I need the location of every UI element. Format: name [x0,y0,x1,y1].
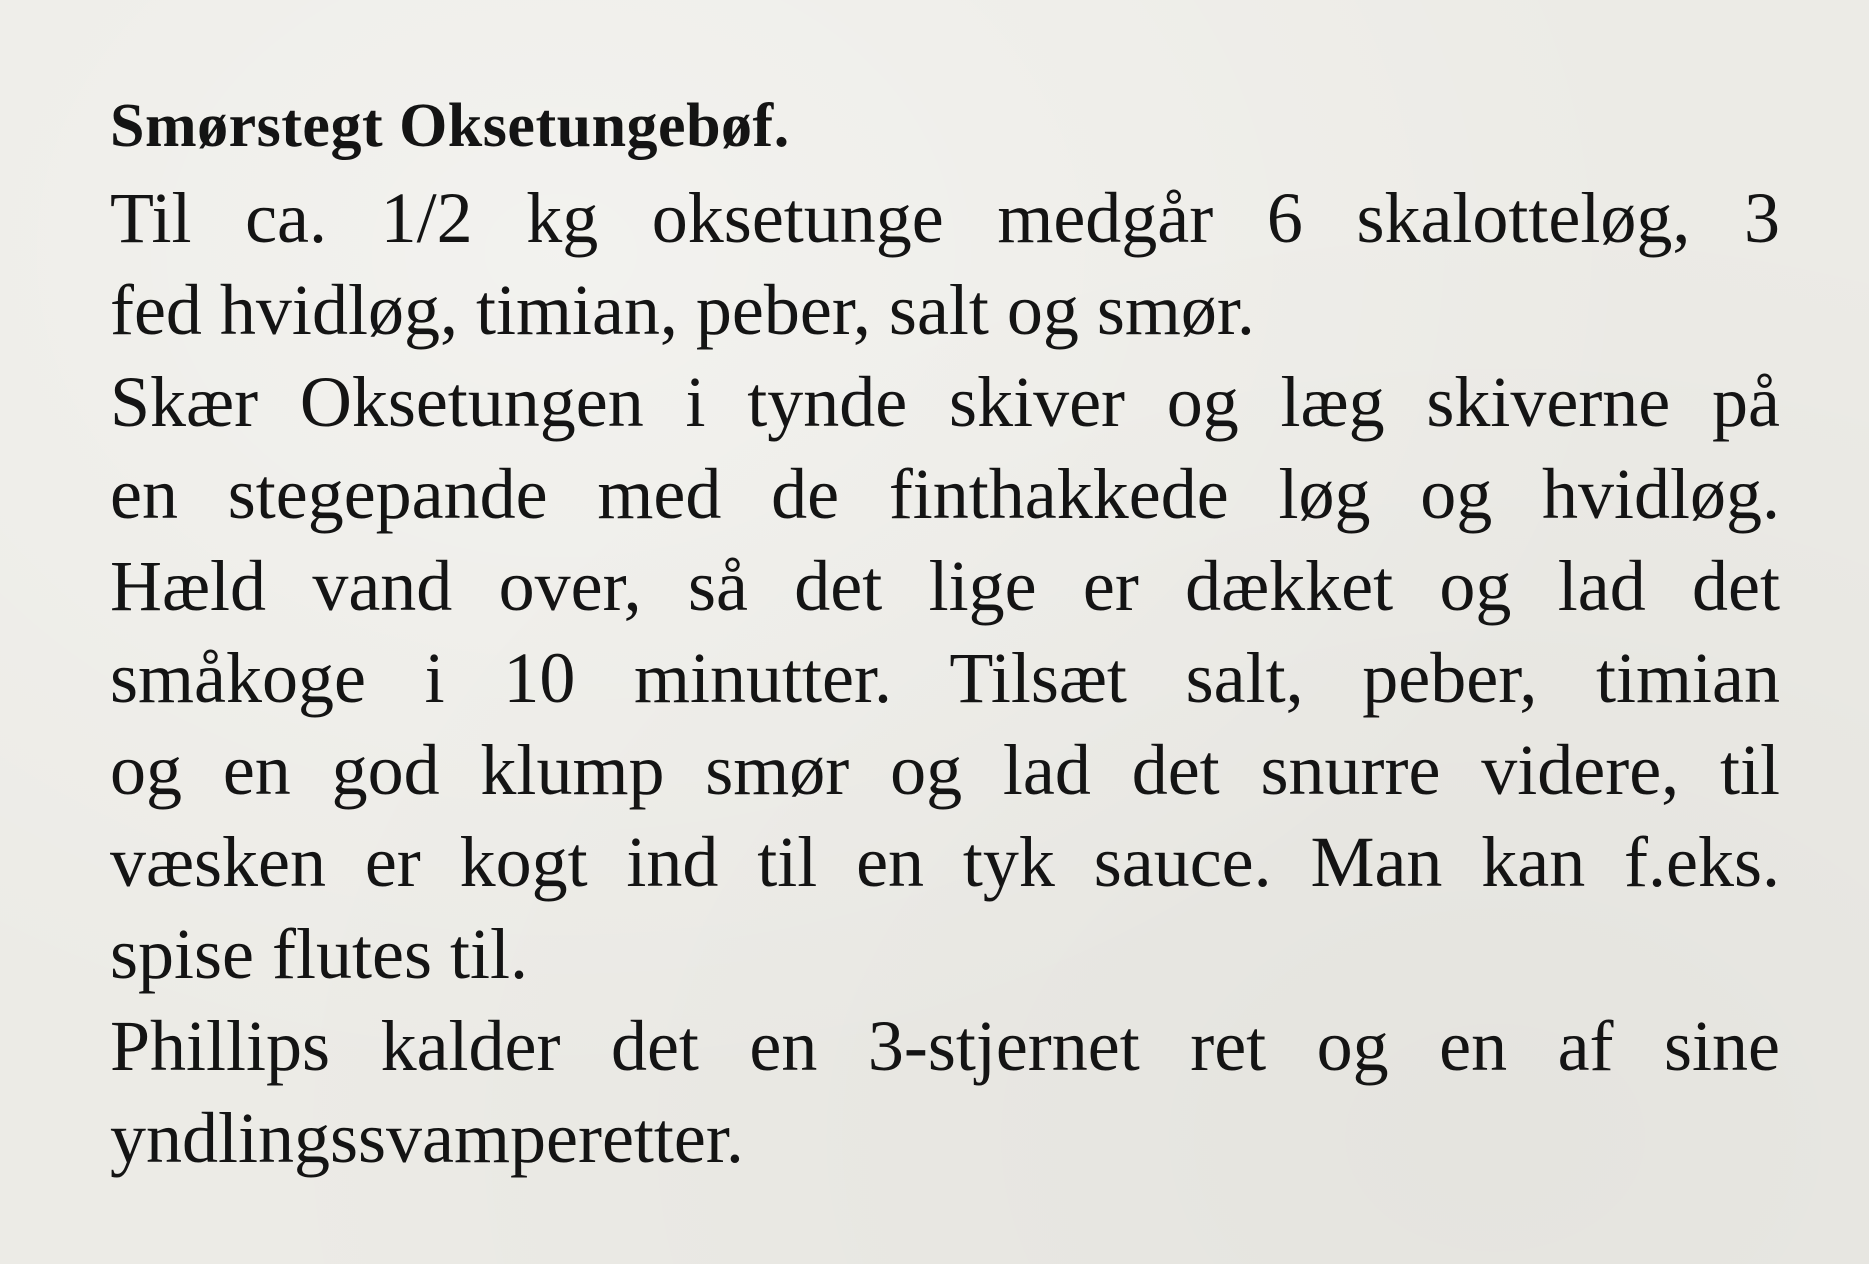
text-line: småkoge i 10 minutter. Tilsæt salt, peber, timian [110,638,1780,718]
text-line: Til ca. 1/2 kg oksetunge medgår 6 skalotteløg, 3 [110,178,1780,258]
recipe-text [110,80,1790,1184]
text-line: en stegepande med de finthakkede løg og hvidløg. [110,454,1780,534]
text-line: Skær Oksetungen i tynde skiver og læg skiverne på [110,362,1780,442]
text-line: Phillips kalder det en 3-stjernet ret og en af sine [110,1006,1780,1086]
recipe-title: Smørstegt Oksetungebøf. [110,92,790,160]
text-line: og en god klump smør og lad det snurre videre, til [110,730,1780,810]
text-line: yndlingssvamperetter. [110,1098,744,1178]
text-line: spise flutes til. [110,914,528,994]
text-line: Hæld vand over, så det lige er dækket og lad det [110,546,1780,626]
text-line: væsken er kogt ind til en tyk sauce. Man kan f.eks. [110,822,1780,902]
text-line: fed hvidløg, timian, peber, salt og smør. [110,270,1255,350]
